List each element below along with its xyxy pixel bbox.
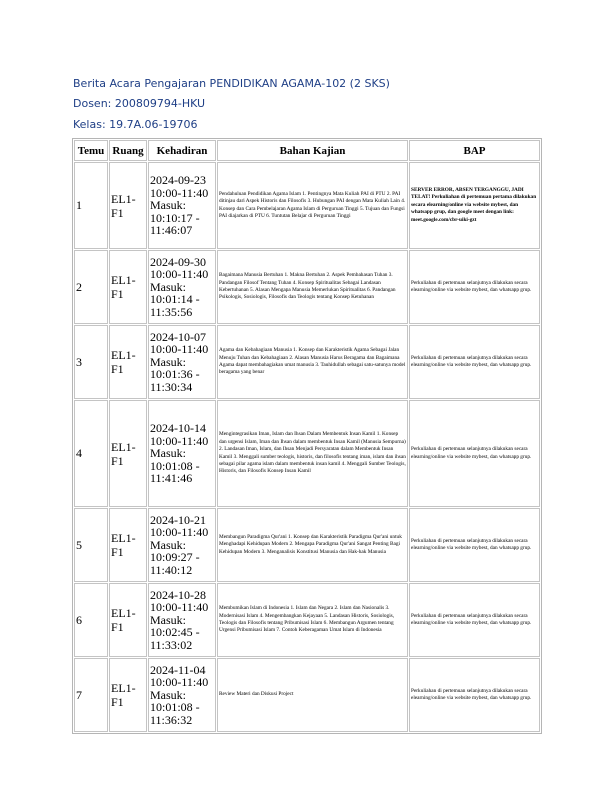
col-header-kehadiran: Kehadiran (148, 140, 216, 161)
table-row (74, 658, 540, 732)
cell-bahan-kajian: Membumikan Islam di Indonesia 1. Islam dan Negara 2. Islam dan Nasionalis 3. Modernisasi Islam 4. Mengembangkan Kejayaan 5. Landasan Historis, Sosiologis, Teologis dan Filosofis tentang Pribumisasi Islam 6. Membangun Argumen tentang Urgensi Pribumisasi Islam 7. Contoh Keberagaman Umat Islam di Indonesia (217, 583, 408, 657)
cell-bap: Perkuliahan di pertemuan selanjutnya dilakukan secara elearning/online via website mybest, dan whatsapp grup. (409, 583, 540, 657)
table-header-row (74, 140, 540, 161)
cell-bahan-kajian: Agama dan Kebahagiaan Manusia 1. Konsep dan Karakteristik Agama Sebagai Jalan Menuju Tuhan dan Kebahagiaan 2. Alasan Manusia Harus Beragama dan Bagaimana Agama dapat membahagiakan umat manusia 3. Tauhidullah sebagai satu-satunya model beragama yang benar (217, 325, 408, 399)
cell-temu: 1 (74, 162, 108, 249)
cell-temu: 6 (74, 583, 108, 657)
cell-bahan-kajian: Membangun Paradigma Qur'ani 1. Konsep dan Karakteristik Paradigma Qur'ani untuk Menghadapi Kehidupan Modern 2. Mengapa Paradigma Qur'ani Sangat Penting Bagi Kehidupan Modern 3. Menganalisis Konstitusi Manusia dan Hak-hak Manusia (217, 508, 408, 582)
cell-kehadiran: 2024-09-30 10:00-11:40 Masuk: 10:01:14 - 11:35:56 (148, 250, 216, 324)
cell-bap: Perkuliahan di pertemuan selanjutnya dilakukan secara elearning/online via website mybest, dan whatsapp grup. (409, 325, 540, 399)
cell-kehadiran: 2024-10-21 10:00-11:40 Masuk: 10:09:27 - 11:40:12 (148, 508, 216, 582)
cell-kehadiran: 2024-10-07 10:00-11:40 Masuk: 10:01:36 - 11:30:34 (148, 325, 216, 399)
lecturer-label: Dosen: 200809794-HKU (73, 97, 206, 110)
cell-kehadiran: 2024-11-04 10:00-11:40 Masuk: 10:01:08 - 11:36:32 (148, 658, 216, 732)
cell-bap: Perkuliahan di pertemuan selanjutnya dilakukan secara elearning/online via website mybest, dan whatsapp grup. (409, 400, 540, 507)
cell-kehadiran: 2024-10-14 10:00-11:40 Masuk: 10:01:08 - 11:41:46 (148, 400, 216, 507)
cell-kehadiran: 2024-10-28 10:00-11:40 Masuk: 10:02:45 - 11:33:02 (148, 583, 216, 657)
cell-bahan-kajian: Mengintegrasikan Iman, Islam dan Ihsan Dalam Membentuk Insan Kamil 1. Konsep dan urgensi Islam, Iman dan Ihsan dalam membentuk Insan Kamil (Manusia Sempurna) 2. Landasan Iman, Islam, dan Ihsan Menjadi Persyaratan dalam Membentuk Insan Kamil 3. Menggali sumber teologis, historis, dan filosofis tentang iman, islam dan ihsan sebagai pilar agama islam dalam membentuk insan kamil 4. Menggali Sumber Teologis, Historis, dan Filosofis Konsep Insan Kamil (217, 400, 408, 507)
cell-temu: 2 (74, 250, 108, 324)
cell-ruang: EL1-F1 (109, 508, 147, 582)
table-row (74, 250, 540, 324)
table-row (74, 400, 540, 507)
cell-bahan-kajian: Bagaimana Manusia Bertuhan 1. Makna Bertuhan 2. Aspek Pembahasan Tuhan 3. Pandangan Filosof Tentang Tuhan 4. Konsep Spiritualitas Sebagai Landasan Kebertuhanan 5. Alasan Mengapa Manusia Memerlukan Spiritualitas 6. Pandangan Psikologis, Sosiologis, Filosofis dan Teologis tentang Konsep Ketuhanan (217, 250, 408, 324)
cell-ruang: EL1-F1 (109, 583, 147, 657)
table-row (74, 325, 540, 399)
cell-temu: 7 (74, 658, 108, 732)
cell-ruang: EL1-F1 (109, 250, 147, 324)
cell-temu: 4 (74, 400, 108, 507)
col-header-ruang: Ruang (109, 140, 147, 161)
cell-ruang: EL1-F1 (109, 325, 147, 399)
table-row (74, 162, 540, 249)
cell-ruang: EL1-F1 (109, 400, 147, 507)
cell-bap: Perkuliahan di pertemuan selanjutnya dilakukan secara elearning/online via website mybest, dan whatsapp grup. (409, 250, 540, 324)
cell-temu: 3 (74, 325, 108, 399)
cell-ruang: EL1-F1 (109, 162, 147, 249)
cell-bahan-kajian: Review Materi dan Diskusi Project (217, 658, 408, 732)
class-label: Kelas: 19.7A.06-19706 (73, 118, 198, 131)
col-header-bahan-kajian: Bahan Kajian (217, 140, 408, 161)
attendance-table (72, 138, 542, 734)
table-row (74, 508, 540, 582)
cell-bap: Perkuliahan di pertemuan selanjutnya dilakukan secara elearning/online via website mybest, dan whatsapp grup. (409, 658, 540, 732)
col-header-bap: BAP (409, 140, 540, 161)
cell-temu: 5 (74, 508, 108, 582)
col-header-temu: Temu (74, 140, 108, 161)
cell-ruang: EL1-F1 (109, 658, 147, 732)
cell-bap: Perkuliahan di pertemuan selanjutnya dilakukan secara elearning/online via website mybest, dan whatsapp grup. (409, 508, 540, 582)
cell-bahan-kajian: Pendahuluan Pendidikan Agama Islam 1. Pentingnya Mata Kuliah PAI di PTU 2. PAI ditinjau dari Aspek Historis dan Filosofis 3. Hubungan PAI dengan Mata Kuliah Lain 4. Konsep dan Cara Pembelajaran Agama Islam di Perguruan Tinggi 5. Tujuan dan Fungsi PAI diajarkan di PTU 6. Tuntutan Belajar di Perguruan Tinggi (217, 162, 408, 249)
cell-kehadiran: 2024-09-23 10:00-11:40 Masuk: 10:10:17 - 11:46:07 (148, 162, 216, 249)
page-title: Berita Acara Pengajaran PENDIDIKAN AGAMA-102 (2 SKS) (73, 77, 390, 90)
cell-bap: SERVER ERROR, ABSEN TERGANGGU, JADI TELAT! Perkuliahan di pertemuan pertama dilakukan secara elearning/online via website mybest, dan whatsapp grup, dan google meet dengan link: meet.google.com/cbr-uiki-gzt (409, 162, 540, 249)
table-row (74, 583, 540, 657)
